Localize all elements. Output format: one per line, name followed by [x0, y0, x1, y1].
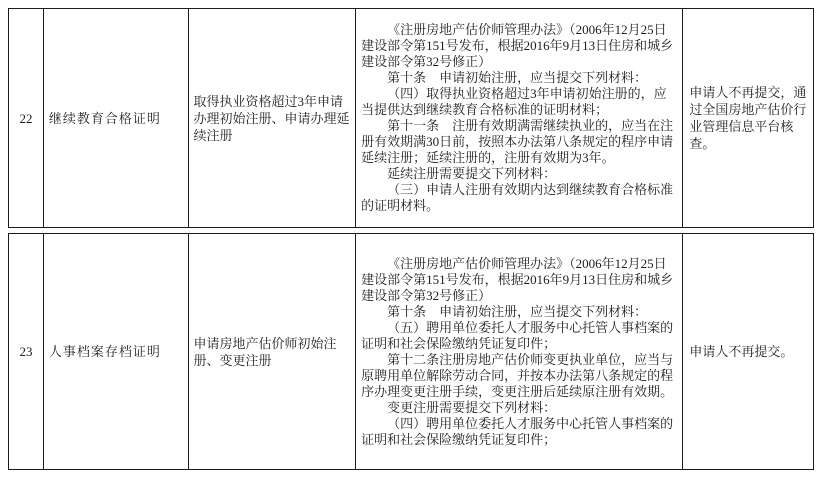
handling-method: 申请人不再提交。	[689, 344, 794, 359]
legal-basis-paragraph: 延续注册需要提交下列材料：	[387, 166, 557, 181]
cell-handling-method	[683, 9, 813, 227]
certification-items-table	[8, 8, 814, 470]
item-name: 人事档案存档证明	[48, 344, 161, 359]
cell-legal-basis	[356, 234, 683, 469]
legal-basis-paragraph: （五）聘用单位委托人才服务中心托管人事档案的证明和社会保险缴纳凭证复印件；	[361, 319, 674, 351]
legal-basis-paragraph: 变更注册需要提交下列材料：	[387, 399, 557, 415]
legal-basis-paragraph: 《注册房地产估价师管理办法》（2006年12月25日建设部令第151号发布，根据2016年9月13日住房和城乡建设部令第32号修正）	[361, 255, 674, 303]
legal-basis-paragraph: （三）申请人注册有效期内达到继续教育合格标准的证明材料。	[361, 182, 674, 213]
legal-basis-paragraph: 第十条 申请初始注册，应当提交下列材料：	[387, 70, 648, 85]
legal-basis-paragraph: 第十一条 注册有效期满需继续执业的，应当在注册有效期满30日前，按照本办法第八条规定的程序申请延续注册；延续注册的，注册有效期为3年。	[361, 118, 674, 165]
cell-item-name	[44, 234, 189, 469]
cell-applicable-scenario	[189, 9, 357, 227]
cell-handling-method	[683, 234, 813, 469]
legal-basis-paragraph: 《注册房地产估价师管理办法》（2006年12月25日建设部令第151号发布，根据2016年9月13日住房和城乡建设部令第32号修正）	[361, 22, 674, 69]
cell-legal-basis	[356, 9, 683, 227]
legal-basis-paragraph: 第十二条注册房地产估价师变更执业单位，应当与原聘用单位解除劳动合同，并按本办法第八条规定的程序办理变更注册手续，变更注册后延续原注册有效期。	[361, 351, 674, 399]
legal-basis-paragraph: 第十条 申请初始注册，应当提交下列材料：	[387, 303, 648, 319]
legal-basis-text	[361, 22, 677, 214]
table-row	[8, 8, 814, 228]
cell-seq-number	[9, 9, 44, 227]
handling-method: 申请人不再提交，通过全国房地产估价行业管理信息平台核查。	[689, 85, 807, 151]
item-name: 继续教育合格证明	[48, 110, 161, 126]
cell-applicable-scenario	[189, 234, 357, 469]
table-row	[8, 233, 814, 470]
cell-item-name	[44, 9, 189, 227]
legal-basis-text	[361, 256, 677, 448]
seq-number: 23	[19, 344, 33, 359]
applicable-scenario: 申请房地产估价师初始注册、变更注册	[193, 335, 337, 368]
applicable-scenario: 取得执业资格超过3年申请办理初始注册、申请办理延续注册	[193, 93, 350, 143]
seq-number: 22	[19, 110, 33, 126]
cell-seq-number	[9, 234, 44, 469]
legal-basis-paragraph: （四）聘用单位委托人才服务中心托管人事档案的证明和社会保险缴纳凭证复印件；	[361, 415, 674, 447]
legal-basis-paragraph: （四）取得执业资格超过3年申请初始注册的，应当提供达到继续教育合格标准的证明材料；	[361, 86, 667, 117]
